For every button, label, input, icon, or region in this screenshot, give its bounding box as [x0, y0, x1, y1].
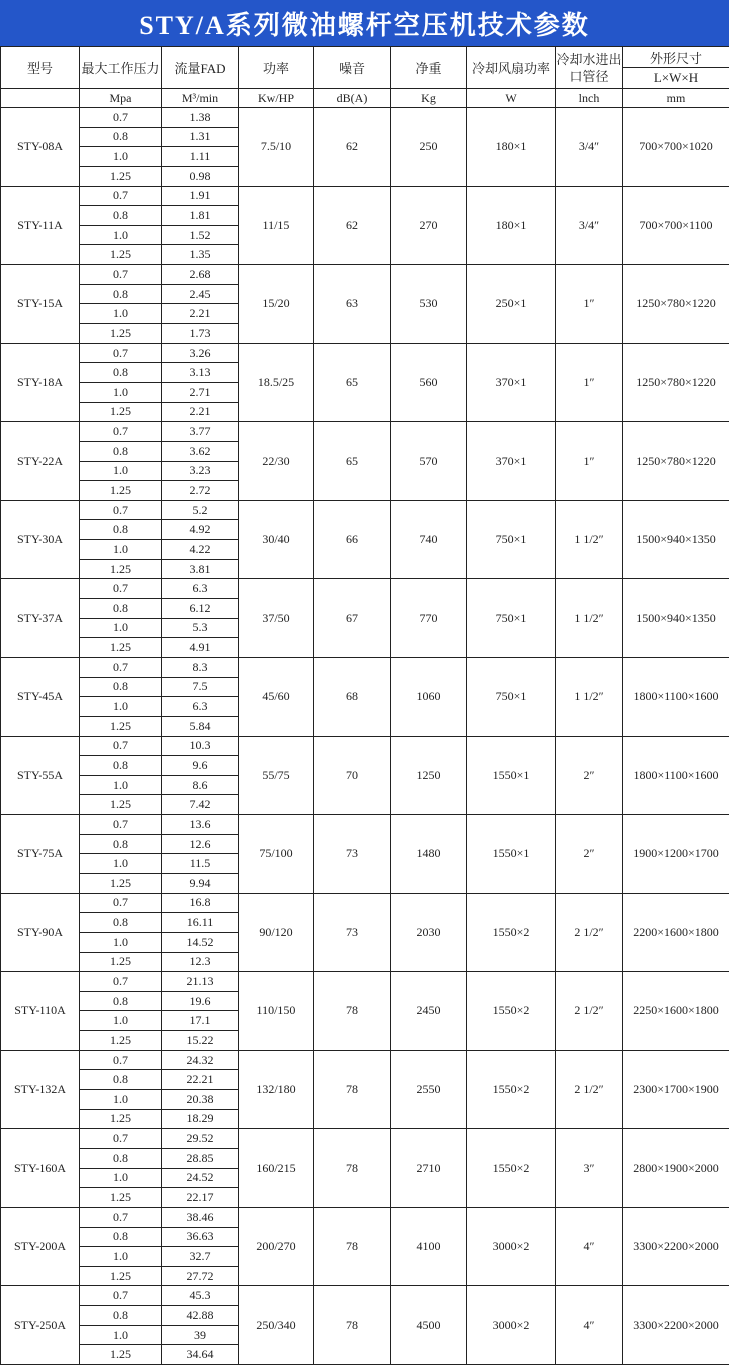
flow-value: 6.3 — [162, 579, 239, 599]
pressure-value: 0.7 — [80, 422, 162, 442]
pressure-value: 1.0 — [80, 1247, 162, 1267]
pressure-value: 1.0 — [80, 540, 162, 560]
flow-value: 29.52 — [162, 1129, 239, 1149]
flow-value: 5.84 — [162, 716, 239, 736]
flow-value: 1.11 — [162, 147, 239, 167]
flow-value: 2.45 — [162, 284, 239, 304]
table-row — [1, 500, 729, 520]
fan-value: 370×1 — [467, 343, 556, 422]
pressure-value: 1.25 — [80, 166, 162, 186]
model-name: STY-200A — [1, 1207, 80, 1286]
unit-dims: mm — [623, 89, 729, 108]
pipe-value: 3″ — [556, 1129, 623, 1208]
header-noise: 噪音 — [314, 47, 391, 89]
pressure-value: 0.8 — [80, 1227, 162, 1247]
flow-value: 27.72 — [162, 1266, 239, 1286]
flow-value: 3.62 — [162, 441, 239, 461]
flow-value: 3.13 — [162, 363, 239, 383]
unit-noise: dB(A) — [314, 89, 391, 108]
header-model: 型号 — [1, 47, 80, 89]
table-row — [1, 893, 729, 913]
table-row — [1, 186, 729, 206]
dims-value: 1250×780×1220 — [623, 422, 729, 501]
table-row — [1, 1129, 729, 1149]
power-value: 22/30 — [239, 422, 314, 501]
dims-value: 1800×1100×1600 — [623, 736, 729, 815]
pressure-value: 1.25 — [80, 1188, 162, 1208]
pressure-value: 1.25 — [80, 1345, 162, 1365]
flow-value: 12.3 — [162, 952, 239, 972]
fan-value: 1550×2 — [467, 972, 556, 1051]
flow-value: 4.92 — [162, 520, 239, 540]
pressure-value: 0.8 — [80, 1148, 162, 1168]
header-power: 功率 — [239, 47, 314, 89]
flow-value: 1.52 — [162, 225, 239, 245]
fan-value: 180×1 — [467, 186, 556, 265]
spec-table — [0, 46, 729, 1365]
flow-value: 21.13 — [162, 972, 239, 992]
pipe-value: 3/4″ — [556, 186, 623, 265]
flow-value: 36.63 — [162, 1227, 239, 1247]
flow-value: 12.6 — [162, 834, 239, 854]
dims-value: 1900×1200×1700 — [623, 815, 729, 894]
table-row — [1, 1050, 729, 1070]
pressure-value: 0.8 — [80, 599, 162, 619]
model-name: STY-250A — [1, 1286, 80, 1365]
power-value: 160/215 — [239, 1129, 314, 1208]
noise-value: 65 — [314, 422, 391, 501]
flow-value: 2.21 — [162, 304, 239, 324]
pressure-value: 1.25 — [80, 1031, 162, 1051]
flow-value: 11.5 — [162, 854, 239, 874]
pressure-value: 0.8 — [80, 363, 162, 383]
noise-value: 63 — [314, 265, 391, 344]
model-name: STY-90A — [1, 893, 80, 972]
dims-value: 700×700×1100 — [623, 186, 729, 265]
fan-value: 1550×2 — [467, 1129, 556, 1208]
flow-value: 6.12 — [162, 599, 239, 619]
table-row — [1, 108, 729, 128]
dims-value: 700×700×1020 — [623, 108, 729, 187]
flow-value: 8.3 — [162, 657, 239, 677]
dims-value: 1250×780×1220 — [623, 343, 729, 422]
pressure-value: 0.8 — [80, 834, 162, 854]
pressure-value: 0.7 — [80, 108, 162, 128]
dims-value: 2800×1900×2000 — [623, 1129, 729, 1208]
fan-value: 750×1 — [467, 657, 556, 736]
model-name: STY-08A — [1, 108, 80, 187]
model-name: STY-75A — [1, 815, 80, 894]
table-row — [1, 736, 729, 756]
pressure-value: 0.7 — [80, 1129, 162, 1149]
noise-value: 65 — [314, 343, 391, 422]
model-name: STY-22A — [1, 422, 80, 501]
unit-weight: Kg — [391, 89, 467, 108]
unit-flow: M³/min — [162, 89, 239, 108]
pipe-value: 4″ — [556, 1207, 623, 1286]
pressure-value: 1.0 — [80, 461, 162, 481]
model-name: STY-110A — [1, 972, 80, 1051]
dims-value: 1250×780×1220 — [623, 265, 729, 344]
weight-value: 770 — [391, 579, 467, 658]
weight-value: 4100 — [391, 1207, 467, 1286]
pressure-value: 1.25 — [80, 1266, 162, 1286]
table-row — [1, 815, 729, 835]
noise-value: 67 — [314, 579, 391, 658]
pipe-value: 2″ — [556, 736, 623, 815]
pipe-value: 1″ — [556, 422, 623, 501]
flow-value: 19.6 — [162, 991, 239, 1011]
flow-value: 32.7 — [162, 1247, 239, 1267]
pressure-value: 1.25 — [80, 402, 162, 422]
flow-value: 13.6 — [162, 815, 239, 835]
power-value: 11/15 — [239, 186, 314, 265]
dims-value: 3300×2200×2000 — [623, 1207, 729, 1286]
flow-value: 22.21 — [162, 1070, 239, 1090]
pressure-value: 1.0 — [80, 1011, 162, 1031]
flow-value: 17.1 — [162, 1011, 239, 1031]
flow-value: 20.38 — [162, 1090, 239, 1110]
flow-value: 2.68 — [162, 265, 239, 285]
pressure-value: 1.25 — [80, 873, 162, 893]
power-value: 75/100 — [239, 815, 314, 894]
power-value: 132/180 — [239, 1050, 314, 1129]
model-name: STY-45A — [1, 657, 80, 736]
power-value: 250/340 — [239, 1286, 314, 1365]
noise-value: 78 — [314, 1050, 391, 1129]
flow-value: 1.73 — [162, 324, 239, 344]
weight-value: 570 — [391, 422, 467, 501]
pressure-value: 0.8 — [80, 127, 162, 147]
power-value: 7.5/10 — [239, 108, 314, 187]
flow-value: 3.81 — [162, 559, 239, 579]
pressure-value: 1.25 — [80, 1109, 162, 1129]
dims-value: 1500×940×1350 — [623, 500, 729, 579]
fan-value: 1550×1 — [467, 815, 556, 894]
unit-pressure: Mpa — [80, 89, 162, 108]
dims-value: 2300×1700×1900 — [623, 1050, 729, 1129]
pressure-value: 1.0 — [80, 1168, 162, 1188]
pressure-value: 1.0 — [80, 147, 162, 167]
flow-value: 3.23 — [162, 461, 239, 481]
flow-value: 1.81 — [162, 206, 239, 226]
pressure-value: 0.8 — [80, 1306, 162, 1326]
noise-value: 62 — [314, 108, 391, 187]
pipe-value: 2 1/2″ — [556, 972, 623, 1051]
pipe-value: 1″ — [556, 265, 623, 344]
pipe-value: 1 1/2″ — [556, 500, 623, 579]
flow-value: 2.71 — [162, 382, 239, 402]
dims-value: 3300×2200×2000 — [623, 1286, 729, 1365]
pressure-value: 1.25 — [80, 638, 162, 658]
table-row — [1, 422, 729, 442]
flow-value: 6.3 — [162, 697, 239, 717]
dims-value: 1500×940×1350 — [623, 579, 729, 658]
flow-value: 9.6 — [162, 756, 239, 776]
flow-value: 4.91 — [162, 638, 239, 658]
header-dims: 外形尺寸 — [623, 47, 729, 68]
flow-value: 4.22 — [162, 540, 239, 560]
flow-value: 16.8 — [162, 893, 239, 913]
fan-value: 370×1 — [467, 422, 556, 501]
weight-value: 2450 — [391, 972, 467, 1051]
header-dims-sub: L×W×H — [623, 68, 729, 89]
flow-value: 28.85 — [162, 1148, 239, 1168]
weight-value: 740 — [391, 500, 467, 579]
flow-value: 39 — [162, 1325, 239, 1345]
pipe-value: 1 1/2″ — [556, 657, 623, 736]
power-value: 15/20 — [239, 265, 314, 344]
pressure-value: 0.7 — [80, 579, 162, 599]
pipe-value: 2 1/2″ — [556, 1050, 623, 1129]
weight-value: 560 — [391, 343, 467, 422]
pipe-value: 3/4″ — [556, 108, 623, 187]
noise-value: 66 — [314, 500, 391, 579]
model-name: STY-18A — [1, 343, 80, 422]
unit-fan: W — [467, 89, 556, 108]
weight-value: 250 — [391, 108, 467, 187]
pressure-value: 1.0 — [80, 775, 162, 795]
weight-value: 530 — [391, 265, 467, 344]
table-row — [1, 579, 729, 599]
model-name: STY-37A — [1, 579, 80, 658]
table-row — [1, 265, 729, 285]
flow-value: 1.91 — [162, 186, 239, 206]
power-value: 200/270 — [239, 1207, 314, 1286]
pressure-value: 1.0 — [80, 304, 162, 324]
units-row — [1, 89, 729, 108]
noise-value: 68 — [314, 657, 391, 736]
pressure-value: 1.25 — [80, 716, 162, 736]
pressure-value: 1.0 — [80, 618, 162, 638]
fan-value: 180×1 — [467, 108, 556, 187]
pressure-value: 0.8 — [80, 284, 162, 304]
table-header — [1, 47, 729, 108]
pressure-value: 0.7 — [80, 736, 162, 756]
flow-value: 8.6 — [162, 775, 239, 795]
fan-value: 1550×2 — [467, 893, 556, 972]
pipe-value: 2 1/2″ — [556, 893, 623, 972]
pressure-value: 0.7 — [80, 1286, 162, 1306]
flow-value: 45.3 — [162, 1286, 239, 1306]
power-value: 55/75 — [239, 736, 314, 815]
table-row — [1, 1286, 729, 1306]
flow-value: 9.94 — [162, 873, 239, 893]
model-name: STY-55A — [1, 736, 80, 815]
fan-value: 3000×2 — [467, 1286, 556, 1365]
fan-value: 750×1 — [467, 579, 556, 658]
pressure-value: 1.0 — [80, 1325, 162, 1345]
header-fan: 冷却风扇功率 — [467, 47, 556, 89]
pressure-value: 0.7 — [80, 186, 162, 206]
flow-value: 2.72 — [162, 481, 239, 501]
flow-value: 3.26 — [162, 343, 239, 363]
fan-value: 1550×2 — [467, 1050, 556, 1129]
flow-value: 7.5 — [162, 677, 239, 697]
weight-value: 2710 — [391, 1129, 467, 1208]
dims-value: 2200×1600×1800 — [623, 893, 729, 972]
fan-value: 3000×2 — [467, 1207, 556, 1286]
weight-value: 270 — [391, 186, 467, 265]
pressure-value: 1.25 — [80, 795, 162, 815]
table-row — [1, 972, 729, 992]
flow-value: 24.32 — [162, 1050, 239, 1070]
flow-value: 10.3 — [162, 736, 239, 756]
flow-value: 16.11 — [162, 913, 239, 933]
flow-value: 1.31 — [162, 127, 239, 147]
flow-value: 5.2 — [162, 500, 239, 520]
page-title: STY/A系列微油螺杆空压机技术参数 — [0, 0, 729, 46]
fan-value: 750×1 — [467, 500, 556, 579]
weight-value: 1480 — [391, 815, 467, 894]
pressure-value: 0.7 — [80, 500, 162, 520]
pressure-value: 1.0 — [80, 854, 162, 874]
model-name: STY-30A — [1, 500, 80, 579]
pressure-value: 1.25 — [80, 324, 162, 344]
noise-value: 78 — [314, 1286, 391, 1365]
pressure-value: 0.8 — [80, 913, 162, 933]
weight-value: 4500 — [391, 1286, 467, 1365]
pipe-value: 1″ — [556, 343, 623, 422]
pressure-value: 1.0 — [80, 1090, 162, 1110]
pipe-value: 2″ — [556, 815, 623, 894]
pressure-value: 0.7 — [80, 972, 162, 992]
flow-value: 7.42 — [162, 795, 239, 815]
noise-value: 62 — [314, 186, 391, 265]
flow-value: 22.17 — [162, 1188, 239, 1208]
flow-value: 0.98 — [162, 166, 239, 186]
table-body — [1, 108, 729, 1365]
pressure-value: 0.8 — [80, 1070, 162, 1090]
flow-value: 5.3 — [162, 618, 239, 638]
pipe-value: 1 1/2″ — [556, 579, 623, 658]
pressure-value: 0.8 — [80, 677, 162, 697]
flow-value: 3.77 — [162, 422, 239, 442]
pipe-value: 4″ — [556, 1286, 623, 1365]
pressure-value: 1.25 — [80, 481, 162, 501]
pressure-value: 1.25 — [80, 245, 162, 265]
power-value: 30/40 — [239, 500, 314, 579]
header-weight: 净重 — [391, 47, 467, 89]
pressure-value: 0.8 — [80, 991, 162, 1011]
model-name: STY-132A — [1, 1050, 80, 1129]
flow-value: 24.52 — [162, 1168, 239, 1188]
pressure-value: 0.7 — [80, 1207, 162, 1227]
power-value: 18.5/25 — [239, 343, 314, 422]
pressure-value: 1.0 — [80, 932, 162, 952]
pressure-value: 0.7 — [80, 1050, 162, 1070]
noise-value: 78 — [314, 1207, 391, 1286]
noise-value: 73 — [314, 815, 391, 894]
flow-value: 14.52 — [162, 932, 239, 952]
pressure-value: 0.8 — [80, 756, 162, 776]
flow-value: 42.88 — [162, 1306, 239, 1326]
weight-value: 2030 — [391, 893, 467, 972]
pressure-value: 1.25 — [80, 559, 162, 579]
weight-value: 1250 — [391, 736, 467, 815]
pressure-value: 0.7 — [80, 265, 162, 285]
power-value: 110/150 — [239, 972, 314, 1051]
pressure-value: 0.7 — [80, 893, 162, 913]
model-name: STY-160A — [1, 1129, 80, 1208]
weight-value: 2550 — [391, 1050, 467, 1129]
flow-value: 15.22 — [162, 1031, 239, 1051]
model-name: STY-15A — [1, 265, 80, 344]
noise-value: 78 — [314, 972, 391, 1051]
header-flow: 流量FAD — [162, 47, 239, 89]
noise-value: 70 — [314, 736, 391, 815]
flow-value: 34.64 — [162, 1345, 239, 1365]
pressure-value: 0.8 — [80, 206, 162, 226]
flow-value: 2.21 — [162, 402, 239, 422]
table-row — [1, 343, 729, 363]
noise-value: 73 — [314, 893, 391, 972]
noise-value: 78 — [314, 1129, 391, 1208]
flow-value: 38.46 — [162, 1207, 239, 1227]
pressure-value: 1.25 — [80, 952, 162, 972]
model-name: STY-11A — [1, 186, 80, 265]
flow-value: 1.35 — [162, 245, 239, 265]
fan-value: 250×1 — [467, 265, 556, 344]
header-pressure: 最大工作压力 — [80, 47, 162, 89]
unit-pipe: lnch — [556, 89, 623, 108]
unit-power: Kw/HP — [239, 89, 314, 108]
pressure-value: 0.7 — [80, 343, 162, 363]
dims-value: 2250×1600×1800 — [623, 972, 729, 1051]
pressure-value: 0.7 — [80, 815, 162, 835]
table-row — [1, 657, 729, 677]
fan-value: 1550×1 — [467, 736, 556, 815]
power-value: 45/60 — [239, 657, 314, 736]
power-value: 90/120 — [239, 893, 314, 972]
flow-value: 1.38 — [162, 108, 239, 128]
table-row — [1, 1207, 729, 1227]
dims-value: 1800×1100×1600 — [623, 657, 729, 736]
header-pipe: 冷却水进出口管径 — [556, 47, 623, 89]
power-value: 37/50 — [239, 579, 314, 658]
pressure-value: 0.8 — [80, 441, 162, 461]
pressure-value: 0.8 — [80, 520, 162, 540]
pressure-value: 1.0 — [80, 225, 162, 245]
pressure-value: 1.0 — [80, 382, 162, 402]
pressure-value: 1.0 — [80, 697, 162, 717]
weight-value: 1060 — [391, 657, 467, 736]
pressure-value: 0.7 — [80, 657, 162, 677]
flow-value: 18.29 — [162, 1109, 239, 1129]
